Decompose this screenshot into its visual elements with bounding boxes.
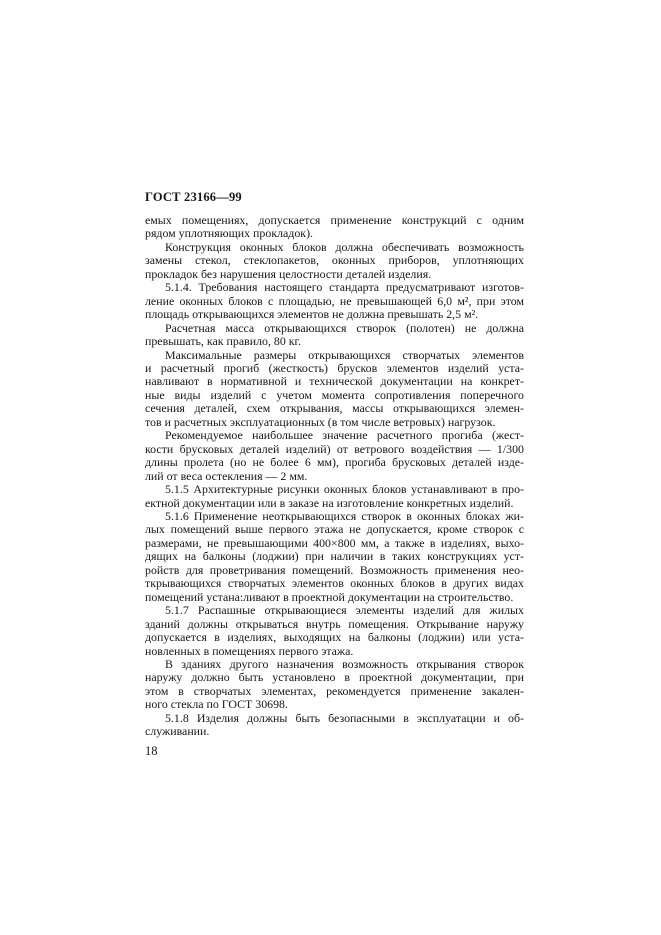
text-line: ткрывающихся створчатых элементов оконных блоков в других видах	[145, 577, 524, 591]
text-line: Рекомендуемое наибольшее значение расчетного прогиба (жест-	[165, 429, 524, 443]
text-line: ройств для проветривания помещений. Возможность применения нео-	[145, 563, 524, 577]
paragraph	[145, 281, 524, 321]
text-line: превышать, как правило, 80 кг.	[145, 335, 302, 349]
text-line: ление оконных блоков с площадью, не превышающей 6,0 м², при этом	[145, 294, 524, 308]
document-header: ГОСТ 23166—99	[145, 190, 242, 204]
paragraph	[145, 712, 524, 739]
text-line: 5.1.6 Применение неоткрывающихся створок в оконных блоках жи-	[165, 509, 524, 523]
text-line: кости брусковых деталей изделий) от ветрового воздействия — 1/300	[145, 442, 524, 456]
text-line: длины пролета (но не более 6 мм), прогиба брусковых деталей изде-	[145, 456, 524, 470]
text-line: замены стекол, стеклопакетов, оконных приборов, уплотняющих	[145, 254, 524, 268]
text-line: Максимальные размеры открывающихся створчатых элементов	[165, 348, 524, 362]
text-line: 5.1.4. Требования настоящего стандарта предусматривают изготов-	[165, 281, 524, 295]
paragraph	[145, 322, 524, 349]
paragraph	[145, 429, 524, 483]
paragraph	[145, 483, 524, 510]
paragraph	[145, 510, 524, 604]
text-line: навливают в нормативной и технической документации на конкрет-	[145, 375, 524, 389]
text-line: ного стекла по ГОСТ 30698.	[145, 698, 288, 712]
text-line: новленных в помещениях первого этажа.	[145, 644, 354, 658]
paragraph	[145, 349, 524, 430]
text-line: и расчетный прогиб (жесткость) брусков элементов изделий уста-	[145, 361, 524, 375]
page-number: 18	[145, 744, 158, 758]
text-line: площадь открывающихся элементов не должна превышать 2,5 м².	[145, 308, 479, 322]
text-line: емых помещениях, допускается применение конструкций с одним	[145, 214, 524, 227]
text-line: зданий должны открываться внутрь помещения. Открывание наружу	[145, 617, 524, 631]
paragraph	[145, 604, 524, 658]
text-line: В зданиях другого назначения возможность открывания створок	[165, 657, 524, 671]
text-line: 5.1.8 Изделия должны быть безопасными в эксплуатации и об-	[165, 711, 524, 725]
text-line: допускается в изделиях, выходящих на балконы (лоджии) или уста-	[145, 631, 524, 645]
text-line: этом в створчатых элементах, рекомендуется применение закален-	[145, 684, 524, 698]
text-line: прокладок без нарушения целостности деталей изделия.	[145, 267, 432, 281]
text-line: тов и расчетных эксплуатационных (в том числе ветровых) нагрузок.	[145, 415, 496, 429]
text-line: рядом уплотняющих прокладок).	[145, 227, 314, 241]
document-body	[145, 214, 524, 739]
text-line: размерами, не превышающими 400×800 мм, а также в изделиях, выхо-	[145, 536, 524, 550]
paragraph	[145, 658, 524, 712]
text-line: лий от веса остекления — 2 мм.	[145, 469, 308, 483]
text-line: Конструкция оконных блоков должна обеспечивать возможность	[165, 240, 524, 254]
text-line: 5.1.7 Распашные открывающиеся элементы изделий для жилых	[165, 604, 524, 618]
text-line: сечения деталей, схем открывания, массы открывающихся элемен-	[145, 402, 524, 416]
text-line: служивании.	[145, 725, 210, 739]
paragraph	[145, 214, 524, 241]
text-line: дящих на балконы (лоджии) при наличии в таких конструкциях уст-	[145, 550, 524, 564]
text-line: ные виды изделий с учетом момента сопротивления поперечного	[145, 388, 524, 402]
text-line: наружу должно быть установлено в проектной документации, при	[145, 671, 524, 685]
text-line: лых помещений выше первого этажа не допускается, кроме створок с	[145, 523, 524, 537]
text-line: помещений устана:ливают в проектной документации на строительство.	[145, 590, 514, 604]
text-line: ектной документации или в заказе на изготовление конкретных изделий.	[145, 496, 514, 510]
paragraph	[145, 241, 524, 281]
text-line: 5.1.5 Архитектурные рисунки оконных блоков устанавливают в про-	[165, 483, 524, 497]
text-line: Расчетная масса открывающихся створок (полотен) не должна	[165, 321, 524, 335]
